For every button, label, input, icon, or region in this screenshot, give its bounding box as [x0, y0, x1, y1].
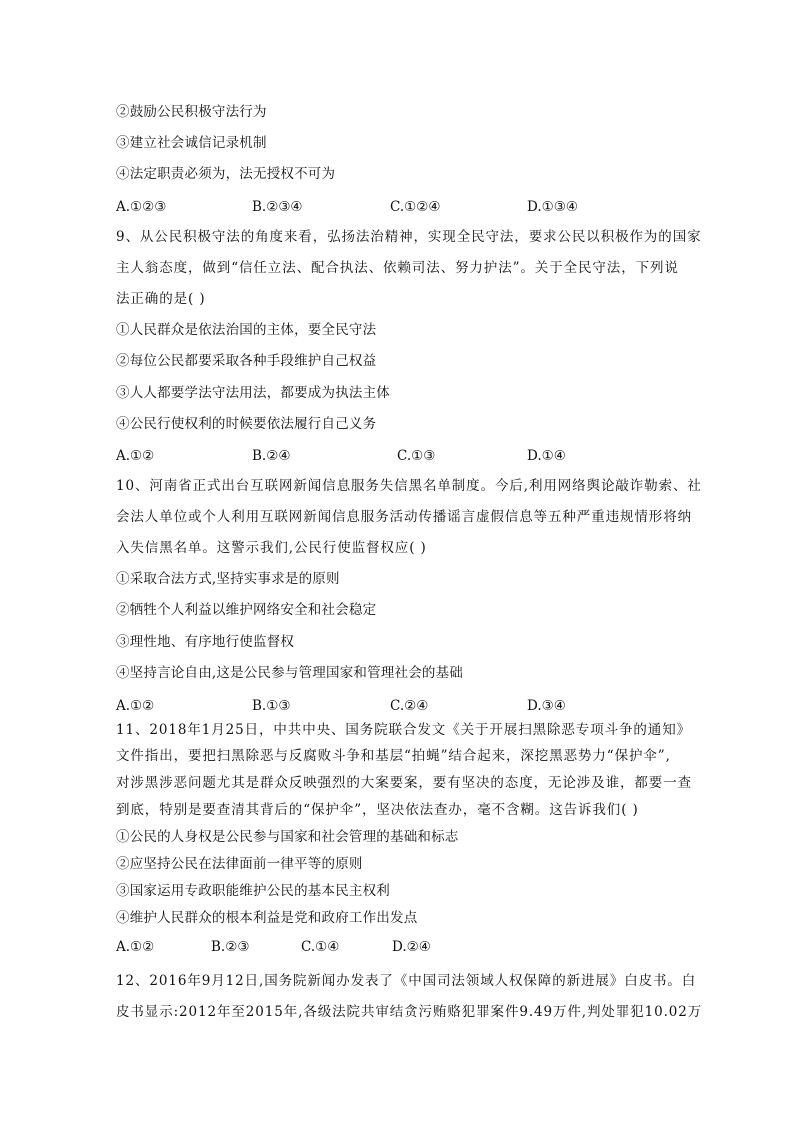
q11-option-c: C.①④ [301, 939, 340, 955]
q9-option-a: A.①② [116, 448, 155, 464]
q9-stem-line-2: 主人翁态度，做到“信任立法、配合执法、依赖司法、努力护法”。关于全民守法，下列说 [116, 260, 679, 276]
q11-stem-line-1: 11、2018年1月25日，中共中央、国务院联合发文《关于开展扫黑除恶专项斗争的通知》 [116, 722, 692, 738]
q10-item-2: ②牺牲个人利益以维护网络安全和社会稳定 [116, 602, 377, 618]
q9-option-b: B.②④ [252, 448, 291, 464]
q8-item-2: ②鼓励公民积极守法行为 [116, 104, 267, 120]
q9-stem-line-1: 9、从公民积极守法的角度来看，弘扬法治精神，实现全民守法，要求公民以积极作为的国家 [116, 229, 702, 245]
q10-option-d: D.③④ [527, 698, 566, 714]
q9-option-c: C.①③ [397, 448, 436, 464]
q9-option-d: D.①④ [527, 448, 566, 464]
q9-item-3: ③人人都要学法守法用法，都要成为执法主体 [116, 385, 390, 401]
q11-item-3: ③国家运用专政职能维护公民的基本民主权利 [116, 883, 390, 899]
q11-item-1: ①公民的人身权是公民参与国家和社会管理的基础和标志 [116, 829, 459, 845]
q8-option-d: D.①③④ [527, 199, 578, 215]
q12-stem-line-1: 12、2016年9月12日,国务院新闻办发表了《中国司法领域人权保障的新进展》白皮书。白 [116, 973, 697, 989]
q11-item-2: ②应坚持公民在法律面前一律平等的原则 [116, 856, 363, 872]
q8-option-c: C.①②④ [390, 199, 441, 215]
q8-option-b: B.②③④ [252, 199, 303, 215]
q11-item-4: ④维护人民群众的根本利益是党和政府工作出发点 [116, 910, 418, 926]
q9-stem-line-3: 法正确的是( ) [116, 291, 206, 307]
q11-stem-line-4: 到底，特别是要查清其背后的“保护伞”，坚决依法查办，毫不含糊。这告诉我们( ) [116, 802, 639, 818]
q10-option-c: C.②④ [390, 698, 429, 714]
q8-option-a: A.①②③ [116, 199, 167, 215]
q12-stem-line-2: 皮书显示:2012年至2015年,各级法院共审结贪污贿赂犯罪案件9.49万件,判处罪犯10.02万 [116, 1004, 703, 1020]
q11-option-d: D.②④ [392, 939, 431, 955]
q10-item-3: ③理性地、有序地行使监督权 [116, 634, 295, 650]
q9-item-1: ①人民群众是依法治国的主体，要全民守法 [116, 322, 377, 338]
q11-stem-line-2: 文件指出，要把扫黑除恶与反腐败斗争和基层“拍蝇”结合起来，深挖黑恶势力“保护伞”, [116, 748, 671, 764]
q10-option-b: B.①③ [252, 698, 291, 714]
q10-stem-line-2: 会法人单位或个人利用互联网新闻信息服务活动传播谣言虚假信息等五种严重违规情形将纳 [116, 509, 692, 525]
q8-item-4: ④法定职责必须为，法无授权不可为 [116, 166, 336, 182]
q11-option-a: A.①② [116, 939, 155, 955]
q8-item-3: ③建立社会诚信记录机制 [116, 135, 267, 151]
q11-stem-line-3: 对涉黑涉恶问题尤其是群众反映强烈的大案要案，要有坚决的态度，无论涉及谁，都要一查 [116, 775, 692, 791]
q10-option-a: A.①② [116, 698, 155, 714]
q10-item-4: ④坚持言论自由,这是公民参与管理国家和管理社会的基础 [116, 665, 463, 681]
q10-item-1: ①采取合法方式,坚持实事求是的原则 [116, 571, 340, 587]
q10-stem-line-3: 入失信黑名单。这警示我们,公民行使监督权应( ) [116, 540, 427, 556]
q10-stem-line-1: 10、河南省正式出台互联网新闻信息服务失信黑名单制度。今后,利用网络舆论敲诈勒索、社 [116, 478, 702, 494]
q9-item-4: ④公民行使权利的时候要依法履行自己义务 [116, 416, 377, 432]
q9-item-2: ②每位公民都要采取各种手段维护自己权益 [116, 353, 377, 369]
q11-option-b: B.②③ [211, 939, 250, 955]
